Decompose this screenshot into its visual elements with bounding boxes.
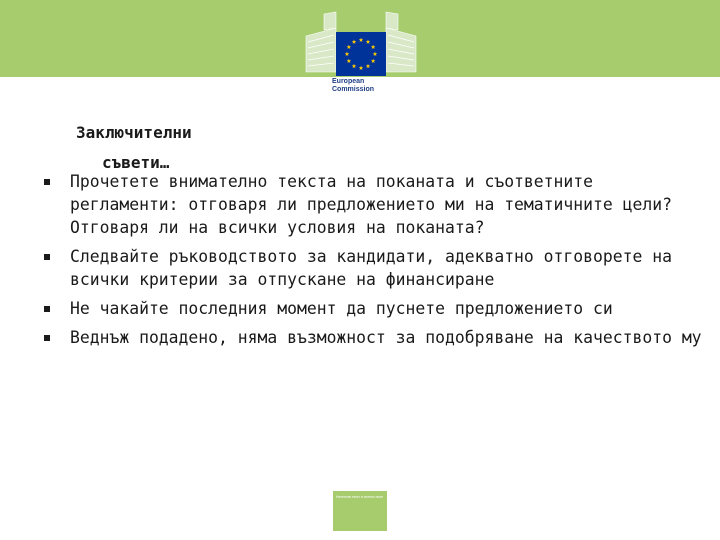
bullet-item (44, 297, 704, 320)
bullet-list (44, 170, 704, 355)
logo-line-2: Commission (332, 86, 375, 93)
bullet-text: Веднъж подадено, няма възможност за подобряване на качеството му (70, 328, 702, 347)
square-bullet-icon (44, 179, 50, 185)
bullet-text: Прочетете внимателно текста на поканата и съответните регламенти: отговаря ли предложението ми на тематичните цели? Отговаря ли на всички условия на поканата? (70, 172, 672, 237)
commission-building-icon (302, 8, 420, 78)
bullet-text: Следвайте ръководството за кандидати, адекватно отговорете на всички критерии за отпускане на финансиране (70, 247, 672, 289)
footer-tiny-text: Нечетлив текст в зелено поле (336, 495, 384, 499)
footer-logo-box (333, 491, 387, 531)
bullet-text: Не чакайте последния момент да пуснете предложението си (70, 299, 613, 318)
square-bullet-icon (44, 306, 50, 312)
bullet-item (44, 170, 704, 239)
logo-label (332, 78, 394, 104)
square-bullet-icon (44, 335, 50, 341)
logo-line-1: European (332, 78, 365, 85)
slide-title (76, 118, 376, 178)
european-commission-logo (302, 8, 420, 108)
square-bullet-icon (44, 254, 50, 260)
bullet-item (44, 245, 704, 291)
bullet-item (44, 326, 704, 349)
slide-title-line-1: Заключителни (76, 123, 192, 142)
slide-title-line-2: съвети… (102, 153, 170, 172)
